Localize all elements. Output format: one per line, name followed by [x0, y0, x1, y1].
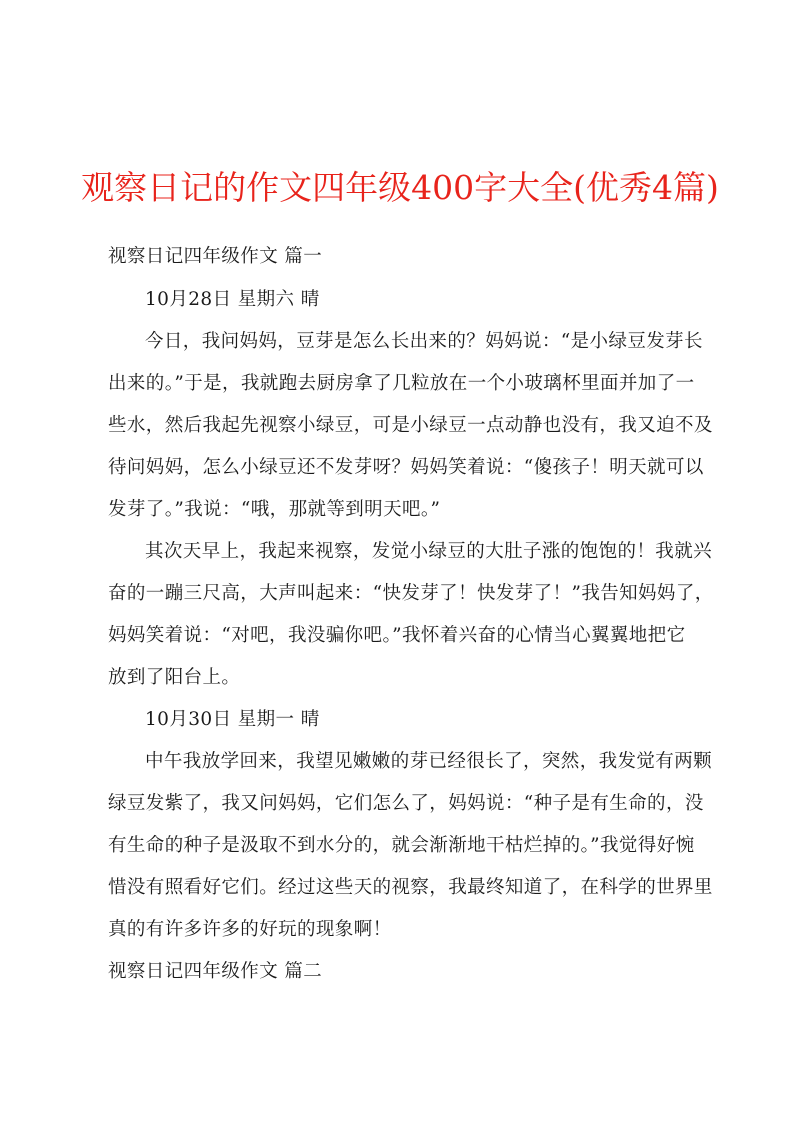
- paragraph-line: 绿豆发紫了，我又问妈妈，它们怎么了，妈妈说：“种子是有生命的，没: [108, 793, 704, 814]
- diary-date-2: 10月30日 星期一 晴: [145, 709, 320, 730]
- paragraph-line: 今日，我问妈妈，豆芽是怎么长出来的？妈妈说：“是小绿豆发芽长: [145, 331, 703, 352]
- paragraph-line: 有生命的种子是汲取不到水分的，就会渐渐地干枯烂掉的。”我觉得好惋: [108, 835, 695, 856]
- paragraph-line: 奋的一蹦三尺高，大声叫起来：“快发芽了！快发芽了！”我告知妈妈了，: [108, 583, 714, 604]
- section-heading-1: 视察日记四年级作文 篇一: [108, 246, 323, 267]
- paragraph-line: 真的有许多许多的好玩的现象啊！: [108, 919, 392, 940]
- paragraph-line: 些水，然后我起先视察小绿豆，可是小绿豆一点动静也没有，我又迫不及: [108, 415, 713, 436]
- paragraph-line: 中午我放学回来，我望见嫩嫩的芽已经很长了，突然，我发觉有两颗: [145, 751, 713, 772]
- paragraph-line: 其次天早上，我起来视察，发觉小绿豆的大肚子涨的饱饱的！我就兴: [145, 541, 713, 562]
- paragraph-line: 待问妈妈，怎么小绿豆还不发芽呀？妈妈笑着说：“傻孩子！明天就可以: [108, 457, 704, 478]
- paragraph-line: 放到了阳台上。: [108, 667, 241, 688]
- paragraph-line: 出来的。”于是，我就跑去厨房拿了几粒放在一个小玻璃杯里面并加了一: [108, 373, 695, 394]
- paragraph-line: 妈妈笑着说：“对吧，我没骗你吧。”我怀着兴奋的心情当心翼翼地把它: [108, 625, 686, 646]
- diary-date-1: 10月28日 星期六 晴: [145, 289, 320, 310]
- paragraph-line: 发芽了。”我说：“哦，那就等到明天吧。”: [108, 499, 441, 520]
- section-heading-2: 视察日记四年级作文 篇二: [108, 961, 323, 982]
- paragraph-line: 惜没有照看好它们。经过这些天的视察，我最终知道了，在科学的世界里: [108, 877, 713, 898]
- document-title: 观察日记的作文四年级400字大全(优秀4篇): [81, 168, 719, 207]
